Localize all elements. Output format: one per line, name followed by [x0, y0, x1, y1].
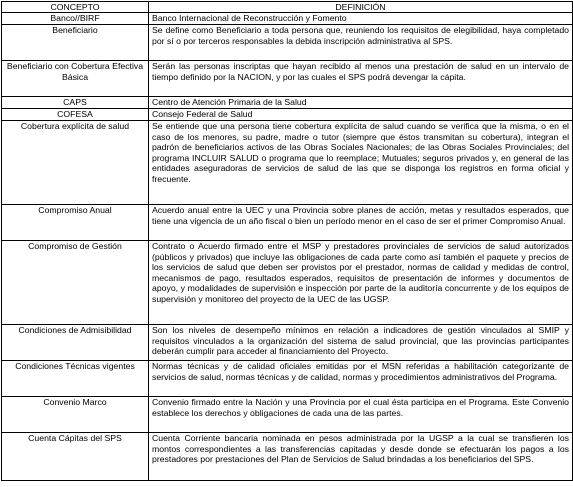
- concept-cell: Compromiso Anual: [2, 205, 149, 241]
- table-row: [2, 121, 573, 205]
- concept-cell: Condiciones de Admisibilidad: [2, 325, 149, 361]
- definition-cell: Consejo Federal de Salud: [149, 109, 573, 121]
- table-row: [2, 97, 573, 109]
- table-row: [2, 13, 573, 25]
- definition-cell: Banco Internacional de Reconstrucción y Fomento: [149, 13, 573, 25]
- glossary-table: [1, 1, 573, 481]
- concept-cell: COFESA: [2, 109, 149, 121]
- table-row: [2, 61, 573, 97]
- definition-cell: Se define como Beneficiario a toda persona que, reuniendo los requisitos de elegibilidad, haya completado por sí o por terceros responsables la debida inscripción administrativa al SPS.: [149, 25, 573, 61]
- concept-cell: Compromiso de Gestión: [2, 241, 149, 325]
- table-row: [2, 241, 573, 325]
- header-row: [2, 2, 573, 13]
- table-row: [2, 25, 573, 61]
- definition-cell: Cuenta Corriente bancaria nominada en pesos administrada por la UGSP a la cual se transfieren los montos correspondientes a las transferencias capitadas y desde donde se efectuarán los pagos a los prestadores por prestaciones del Plan de Servicios de Salud brindadas a los beneficiarios del SPS.: [149, 433, 573, 481]
- table-row: [2, 397, 573, 433]
- concept-cell: Condiciones Técnicas vigentes: [2, 361, 149, 397]
- table-row: [2, 325, 573, 361]
- concept-cell: Beneficiario: [2, 25, 149, 61]
- concept-cell: Beneficiario con Cobertura Efectiva Básica: [2, 61, 149, 97]
- concept-cell: CAPS: [2, 97, 149, 109]
- definition-column-header: DEFINICIÓN: [149, 2, 573, 13]
- concept-cell: Banco//BIRF: [2, 13, 149, 25]
- concept-cell: Convenio Marco: [2, 397, 149, 433]
- definition-cell: Centro de Atención Primaria de la Salud: [149, 97, 573, 109]
- table-row: [2, 205, 573, 241]
- table-row: [2, 361, 573, 397]
- concept-cell: Cobertura explícita de salud: [2, 121, 149, 205]
- concept-column-header: CONCEPTO: [2, 2, 149, 13]
- table-row: [2, 433, 573, 481]
- definition-cell: Acuerdo anual entre la UEC y una Provincia sobre planes de acción, metas y resultados esperados, que tiene una vigencia de un año fiscal o bien un período menor en el caso de ser el primer Compromiso Anual.: [149, 205, 573, 241]
- table-row: [2, 109, 573, 121]
- definition-cell: Serán las personas inscriptas que hayan recibido al menos una prestación de salud en un intervalo de tiempo definido por la NACION, y por las cuales el SPS podrá devengar la cápita.: [149, 61, 573, 97]
- definition-cell: Se entiende que una persona tiene cobertura explícita de salud cuando se verifica que la misma, o en el caso de los menores, su padre, madre o tutor (siempre que éstos transmitan su cobertura), integran el padrón de beneficiarios activos de las Obras Sociales Nacionales; de las Obras Sociales Provinciales; del programa INCLUIR SALUD o programa que lo reemplace; Mutuales; seguros privados y, en general de las entidades aseguradoras de servicios de salud de las que se disponga los registros en forma oficial y frecuente.: [149, 121, 573, 205]
- definition-cell: Son los niveles de desempeño mínimos en relación a indicadores de gestión vinculados al SMIP y requisitos vinculados a la organización del sistema de salud provincial, que las provincias participantes deberán cumplir para acceder al financiamiento del Proyecto.: [149, 325, 573, 361]
- definition-cell: Contrato o Acuerdo firmado entre el MSP y prestadores provinciales de servicios de salud autorizados (públicos y privados) que incluye las obligaciones de cada parte como así también el paquete y precios de los servicios de salud que deben ser provistos por el prestador, normas de calidad y medidas de control, mecanismos de pago, resultados esperados, requisitos de presentación de informes y documentos de apoyo, y modalidades de supervisión e inspección por parte de la auditoría concurrente y de los equipos de supervisión y monitoreo del proyecto de la UEC de las UGSP.: [149, 241, 573, 325]
- definition-cell: Normas técnicas y de calidad oficiales emitidas por el MSN referidas a habilitación categorizante de servicios de salud, normas técnicas y de calidad, normas y procedimientos administrativos del Programa.: [149, 361, 573, 397]
- definition-cell: Convenio firmado entre la Nación y una Provincia por el cual ésta participa en el Programa. Este Convenio establece los derechos y obligaciones de cada una de las partes.: [149, 397, 573, 433]
- concept-cell: Cuenta Cápitas del SPS: [2, 433, 149, 481]
